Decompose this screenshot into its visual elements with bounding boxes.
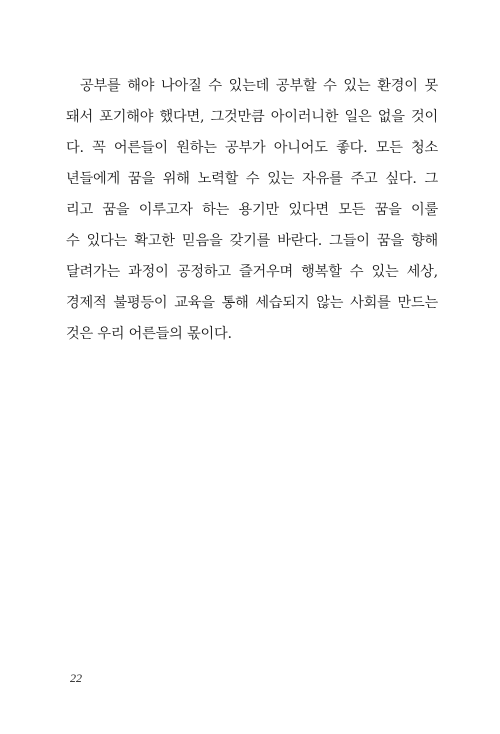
text-line: 경제적 불평등이 교육을 통해 세습되지 않는 사회를 만드는 <box>66 295 438 311</box>
text-line: 것은 우리 어른들의 몫이다. <box>66 326 232 342</box>
text-line: 년들에게 꿈을 위해 노력할 수 있는 자유를 주고 싶다. 그 <box>66 171 438 187</box>
text-line: 달려가는 과정이 공정하고 즐거우며 행복할 수 있는 세상, <box>66 264 438 280</box>
page-number: 22 <box>70 671 82 685</box>
text-line: 공부를 해야 나아질 수 있는데 공부할 수 있는 환경이 못 <box>80 78 438 94</box>
body-paragraph <box>66 71 438 350</box>
text-line: 리고 꿈을 이루고자 하는 용기만 있다면 모든 꿈을 이룰 <box>66 202 438 218</box>
text-line: 수 있다는 확고한 믿음을 갖기를 바란다. 그들이 꿈을 향해 <box>66 233 438 249</box>
text-line: 다. 꼭 어른들이 원하는 공부가 아니어도 좋다. 모든 청소 <box>66 140 438 156</box>
text-line: 돼서 포기해야 했다면, 그것만큼 아이러니한 일은 없을 것이 <box>66 109 438 125</box>
